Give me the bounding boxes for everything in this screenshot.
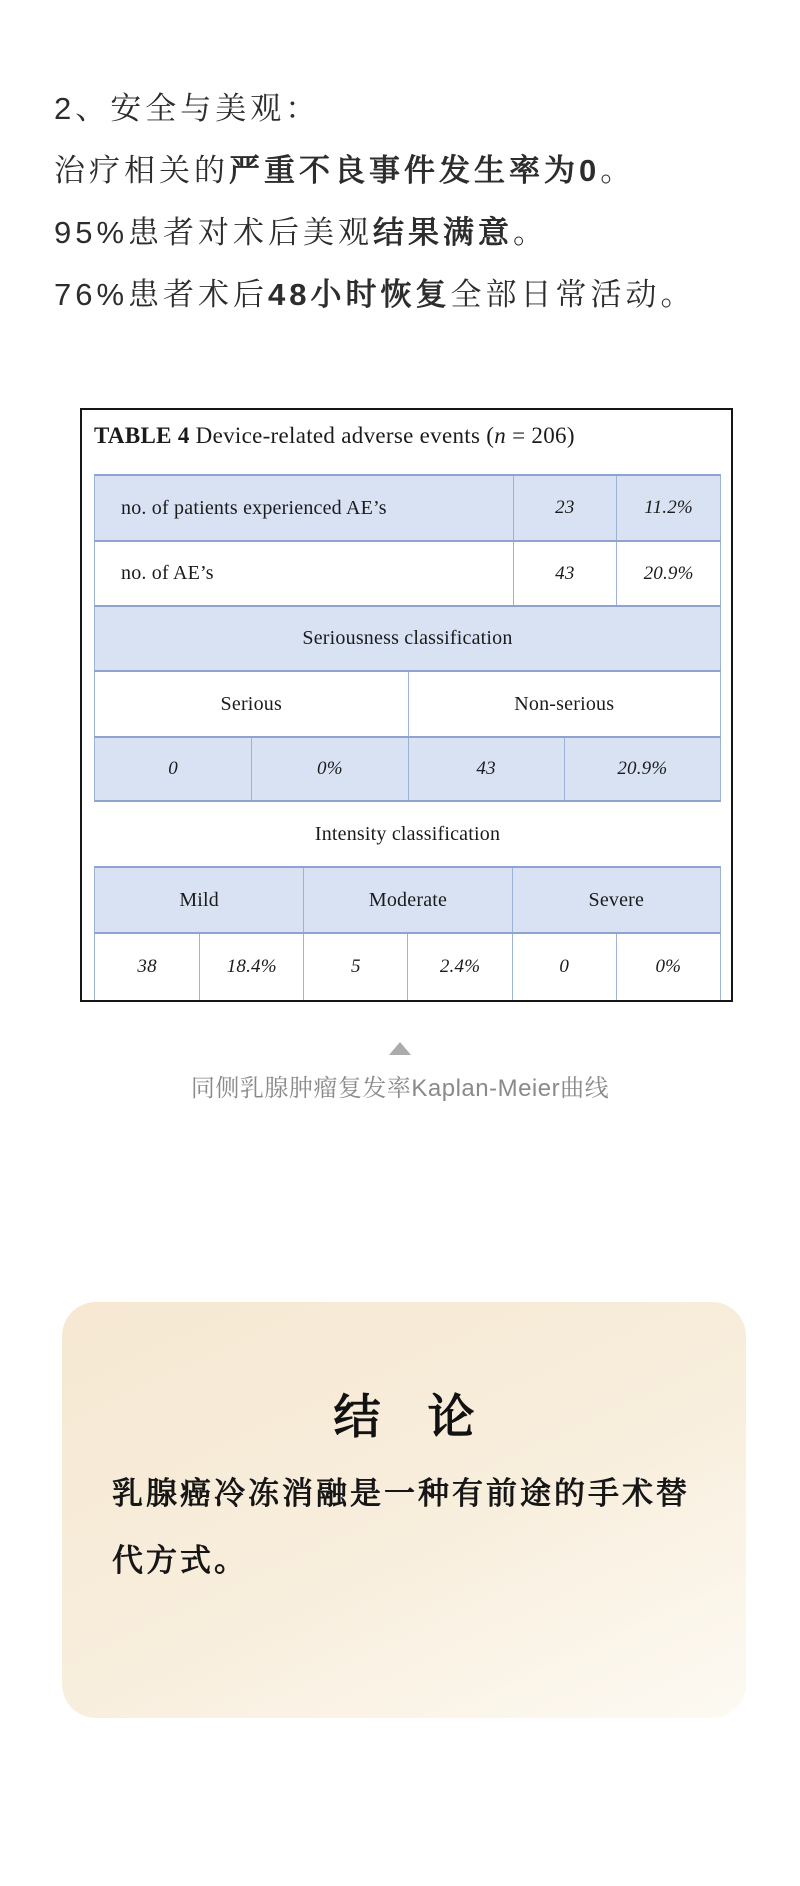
intro-text-regular: 95%患者对术后美观	[54, 215, 374, 250]
column-header: Mild	[179, 888, 220, 911]
intro-line-heading	[54, 78, 754, 140]
intro-line-recovery	[54, 264, 754, 326]
table-row-seriousness-columns	[94, 670, 721, 736]
section-header: Seriousness classification	[302, 627, 513, 649]
table-title-n: n	[494, 423, 507, 448]
column-header: Serious	[220, 692, 282, 715]
table-grid	[94, 474, 721, 1000]
row-count: 23	[513, 476, 617, 540]
table-row-patients-ae	[94, 474, 721, 540]
triangle-up-icon	[389, 1042, 411, 1055]
table-row-ae-count	[94, 540, 721, 605]
conclusion-card	[62, 1302, 746, 1718]
table-row-intensity-header	[94, 802, 721, 866]
figure-caption: 同侧乳腺肿瘤复发率Kaplan-Meier曲线	[190, 1075, 610, 1102]
value-cell: 20.9%	[564, 738, 720, 800]
column-header: Severe	[512, 868, 720, 932]
intro-text-regular: 2、安全与美观：	[54, 91, 321, 126]
intro-text-block	[54, 78, 754, 326]
intro-line-satisfaction	[54, 202, 754, 264]
intro-text-regular: 全部日常活动。	[450, 277, 696, 312]
intro-text-regular: 76%患者术后	[54, 277, 269, 312]
table-row-intensity-values	[94, 932, 721, 1000]
adverse-events-table	[80, 408, 733, 1002]
value-cell: 38	[137, 956, 157, 977]
intro-line-safety	[54, 140, 754, 202]
row-count: 43	[513, 542, 617, 605]
table-row-intensity-columns	[94, 866, 721, 932]
table-row-seriousness-values	[94, 736, 721, 802]
row-percent: 11.2%	[616, 476, 720, 540]
column-header: Non-serious	[408, 672, 721, 736]
value-cell: 18.4%	[199, 934, 303, 1000]
value-cell: 43	[408, 738, 564, 800]
value-cell: 2.4%	[407, 934, 511, 1000]
value-cell: 5	[303, 934, 407, 1000]
intro-text-regular: 。	[600, 153, 636, 188]
value-cell: 0%	[251, 738, 407, 800]
column-header: Moderate	[303, 868, 511, 932]
row-percent: 20.9%	[616, 542, 720, 605]
intro-text-bold: 结果满意	[373, 215, 514, 250]
table-title-text: Device-related adverse events (	[189, 423, 495, 448]
intro-text-bold: 严重不良事件发生率为0	[229, 153, 601, 188]
intro-text-regular: 。	[513, 215, 549, 250]
row-label: no. of patients experienced AE’s	[121, 496, 387, 519]
section-header: Intensity classification	[314, 822, 501, 845]
table-number-label: TABLE 4	[94, 423, 190, 448]
value-cell: 0	[512, 934, 616, 1000]
value-cell: 0%	[616, 934, 720, 1000]
conclusion-body-line: 乳腺癌冷冻消融是一种有前途的手术替	[112, 1476, 690, 1511]
table-row-seriousness-header	[94, 605, 721, 670]
table-title	[94, 418, 575, 454]
table-title-end: = 206)	[506, 423, 575, 448]
value-cell: 0	[168, 758, 178, 779]
intro-text-bold: 48小时恢复	[268, 277, 451, 312]
row-label: no. of AE’s	[121, 562, 214, 584]
conclusion-body-line: 代方式。	[112, 1543, 248, 1578]
conclusion-body	[112, 1460, 706, 1594]
intro-text-regular: 治疗相关的	[54, 153, 229, 188]
conclusion-title: 结 论	[333, 1392, 475, 1444]
